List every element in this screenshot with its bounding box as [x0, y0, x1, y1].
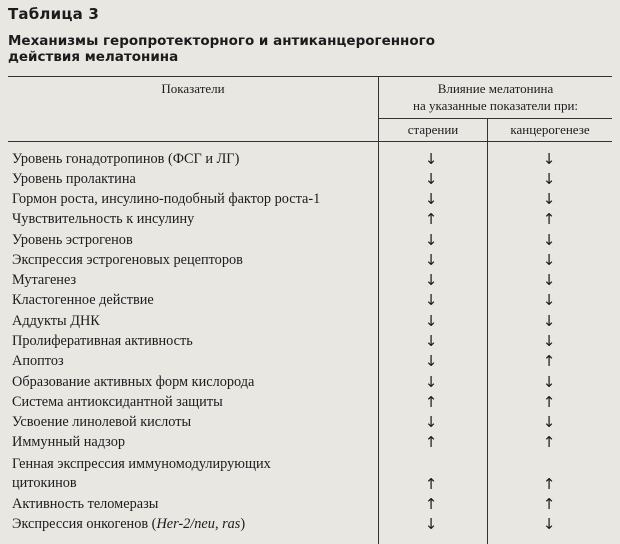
- carcinogenesis-arrow-icon: ↓: [542, 312, 556, 330]
- carcinogenesis-arrow-icon: ↓: [542, 190, 556, 208]
- aging-arrow-icon: ↓: [424, 312, 438, 330]
- aging-arrow-icon: ↓: [424, 332, 438, 350]
- carcinogenesis-arrow-icon: ↑: [542, 495, 556, 513]
- table-row: [0, 291, 620, 311]
- row-label: Апоптоз: [12, 353, 64, 369]
- table-top-rule: [8, 76, 612, 77]
- row-label: Уровень гонадотропинов (ФСГ и ЛГ): [12, 151, 240, 167]
- carcinogenesis-arrow-icon: ↓: [542, 332, 556, 350]
- row-label: Экспрессия эстрогеновых рецепторов: [12, 252, 243, 268]
- table-row: [0, 393, 620, 413]
- aging-arrow-icon: ↑: [424, 210, 438, 228]
- header-carcinogenesis: канцерогенезе: [510, 122, 590, 137]
- aging-arrow-icon: ↓: [424, 170, 438, 188]
- row-label-prefix: Экспрессия онкогенов (: [12, 516, 157, 532]
- table-row: [0, 413, 620, 433]
- header-influence-line1: Влияние мелатонина: [437, 81, 554, 96]
- carcinogenesis-arrow-icon: ↑: [542, 352, 556, 370]
- carcinogenesis-arrow-icon: ↑: [542, 393, 556, 411]
- row-label-line1: Генная экспрессия иммуномодулирующих: [12, 456, 271, 472]
- row-label-oncogene-her2: Her-2/neu: [156, 516, 215, 532]
- aging-arrow-icon: ↓: [424, 373, 438, 391]
- row-label: Аддукты ДНК: [12, 313, 100, 329]
- carcinogenesis-arrow-icon: ↓: [542, 373, 556, 391]
- table-title: [8, 33, 608, 65]
- row-label: Мутагенез: [12, 272, 77, 288]
- row-label-line2: цитокинов: [12, 475, 77, 491]
- carcinogenesis-arrow-icon: ↓: [542, 271, 556, 289]
- carcinogenesis-arrow-icon: ↓: [542, 170, 556, 188]
- aging-arrow-icon: ↓: [424, 150, 438, 168]
- carcinogenesis-arrow-icon: ↓: [542, 291, 556, 309]
- row-label: Уровень эстрогенов: [12, 232, 133, 248]
- row-label: Усвоение линолевой кислоты: [12, 414, 192, 430]
- header-aging: старении: [407, 122, 459, 137]
- table-row: [0, 170, 620, 190]
- row-label: [12, 455, 271, 493]
- aging-arrow-icon: ↓: [424, 190, 438, 208]
- table-row: [0, 515, 620, 535]
- table-row: [0, 352, 620, 372]
- table-title-line1: Механизмы геропротекторного и антиканцерогенного: [8, 33, 435, 49]
- aging-arrow-icon: ↑: [424, 495, 438, 513]
- row-label: Гормон роста, инсулино-подобный фактор роста-1: [12, 191, 321, 207]
- aging-arrow-icon: ↓: [424, 515, 438, 533]
- carcinogenesis-arrow-icon: ↓: [542, 251, 556, 269]
- aging-arrow-icon: ↓: [424, 251, 438, 269]
- table-row: [0, 231, 620, 251]
- table-row: [0, 271, 620, 291]
- aging-arrow-icon: ↑: [424, 433, 438, 451]
- carcinogenesis-arrow-icon: ↑: [542, 210, 556, 228]
- table-row: [0, 495, 620, 515]
- row-label: Система антиоксидантной защиты: [12, 394, 223, 410]
- row-label: Активность теломеразы: [12, 496, 159, 512]
- carcinogenesis-arrow-icon: ↓: [542, 515, 556, 533]
- table-row: [0, 251, 620, 271]
- carcinogenesis-arrow-icon: ↓: [542, 150, 556, 168]
- aging-arrow-icon: ↓: [424, 291, 438, 309]
- carcinogenesis-arrow-icon: ↓: [542, 413, 556, 431]
- carcinogenesis-arrow-icon: ↓: [542, 231, 556, 249]
- table-row: [0, 332, 620, 352]
- table-row: [0, 150, 620, 170]
- aging-arrow-icon: ↑: [424, 475, 438, 493]
- row-label: Пролиферативная активность: [12, 333, 193, 349]
- row-label: Чувствительность к инсулину: [12, 211, 195, 227]
- table-row: [0, 210, 620, 230]
- table-number: Таблица 3: [8, 5, 100, 23]
- table-row: [0, 433, 620, 453]
- row-label-suffix: ): [240, 516, 246, 532]
- aging-arrow-icon: ↑: [424, 393, 438, 411]
- aging-arrow-icon: ↓: [424, 352, 438, 370]
- carcinogenesis-arrow-icon: ↑: [542, 475, 556, 493]
- row-label: Кластогенное действие: [12, 292, 154, 308]
- row-label: Образование активных форм кислорода: [12, 374, 255, 390]
- row-label: [12, 516, 245, 533]
- header-influence-line2: на указанные показатели при:: [412, 98, 579, 113]
- aging-arrow-icon: ↓: [424, 231, 438, 249]
- table-title-line2: действия мелатонина: [8, 49, 179, 65]
- row-label-separator: ,: [214, 516, 223, 532]
- table-row: [0, 373, 620, 393]
- table-row: [0, 190, 620, 210]
- table-row: [0, 455, 620, 495]
- aging-arrow-icon: ↓: [424, 413, 438, 431]
- header-bottom-rule: [8, 141, 612, 142]
- carcinogenesis-arrow-icon: ↑: [542, 433, 556, 451]
- table-row: [0, 312, 620, 332]
- row-label: Иммунный надзор: [12, 434, 126, 450]
- row-label-oncogene-ras: ras: [222, 516, 241, 532]
- subheader-rule: [378, 118, 612, 119]
- aging-arrow-icon: ↓: [424, 271, 438, 289]
- header-indicators: Показатели: [161, 81, 225, 96]
- row-label: Уровень пролактина: [12, 171, 136, 187]
